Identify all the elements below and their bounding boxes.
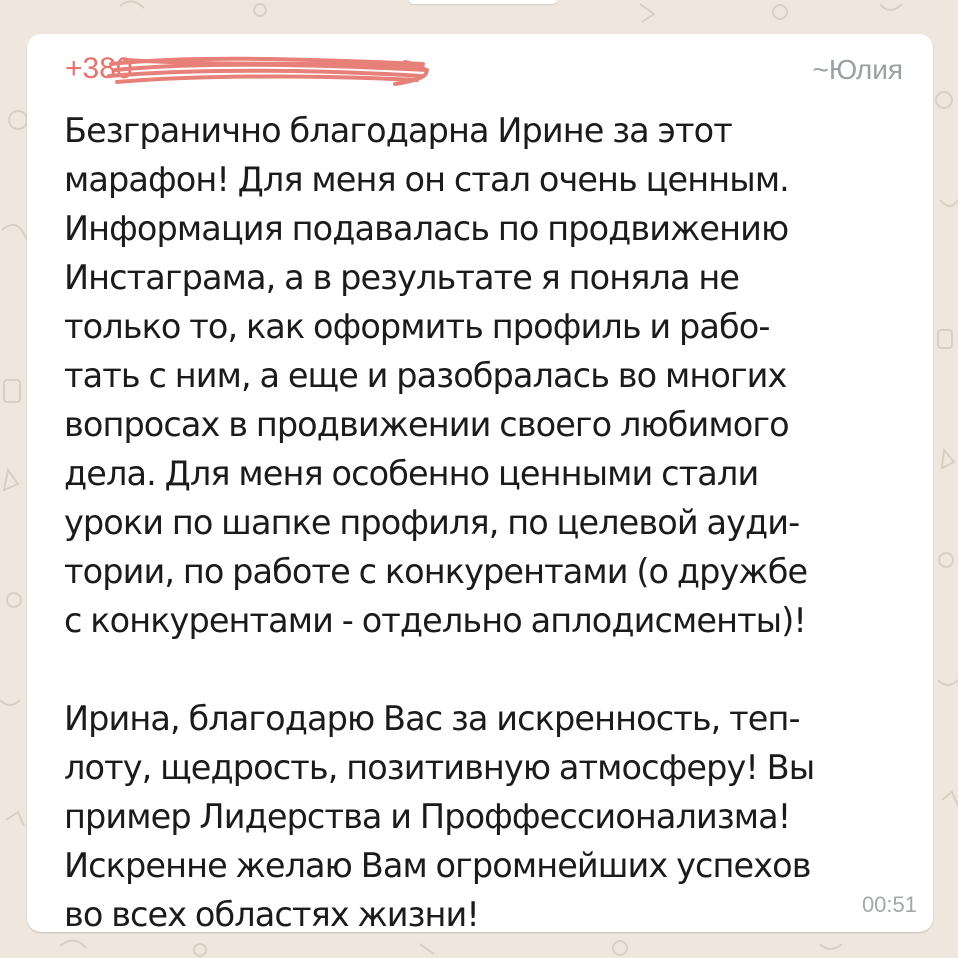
sender-name: ~Юлия [812, 54, 903, 85]
message-bubble[interactable] [27, 34, 933, 932]
message-line: с конкурентами - отдельно аплодисменты)! [64, 601, 806, 640]
red-scribble-redaction-icon [105, 54, 435, 90]
message-text [64, 106, 920, 939]
message-line: только то, как оформить профиль и рабо- [64, 307, 770, 346]
message-line: Инстаграма, а в результате я поняла не [64, 258, 740, 297]
message-line: тории, по работе с конкурентами (о дружбе [64, 552, 808, 591]
message-line: марафон! Для меня он стал очень ценным. [64, 160, 789, 199]
message-line: уроки по шапке профиля, по целевой ауди- [64, 503, 800, 542]
previous-message-edge [408, 0, 558, 4]
message-timestamp: 00:51 [861, 892, 917, 917]
message-line: лоту, щедрость, позитивную атмосферу! Вы [64, 748, 815, 787]
message-line: во всех областях жизни! [64, 895, 479, 934]
paragraph-gap [64, 645, 920, 694]
message-line: Ирина, благодарю Вас за искренность, теп- [64, 699, 800, 738]
message-line: Безгранично благодарна Ирине за этот [64, 111, 732, 150]
message-line: тать с ним, а еще и разобралась во многих [64, 356, 787, 395]
sender-number[interactable]: +380 [65, 52, 133, 85]
message-line: дела. Для меня особенно ценными стали [64, 454, 759, 493]
message-line: Искренне желаю Вам огромнейших успехов [64, 846, 811, 885]
message-line: Информация подавалась по продвижению [64, 209, 789, 248]
message-line: вопросах в продвижении своего любимого [64, 405, 789, 444]
message-line: пример Лидерства и Проффессионализма! [64, 797, 791, 836]
